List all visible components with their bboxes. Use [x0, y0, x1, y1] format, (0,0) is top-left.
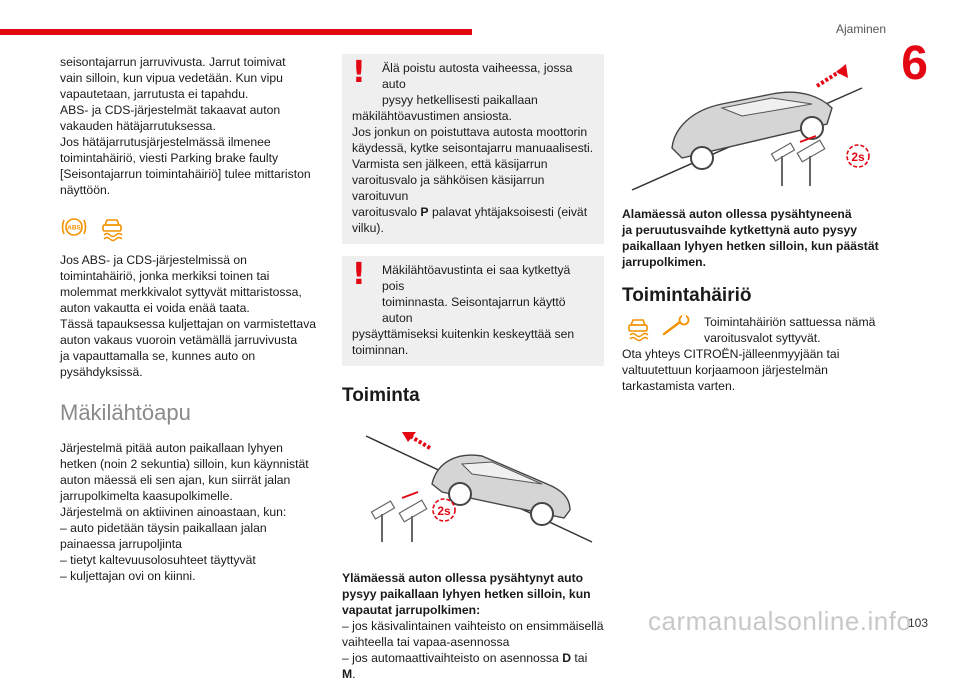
- wrench-icon: [658, 314, 696, 340]
- paragraph-hill-start-description: Järjestelmä pitää auton paikallaan lyhyen hetken (noin 2 sekuntia) silloin, kun käynnistät auton mäessä eli sen ajan, kun siirrät jalan jarrupolkimelta kaasupolkimelle. Järjestelmä on aktiivinen ainoastaan, kun: – auto pidetään täysin paikallaan jalan painaessa jarrupoljinta – tietyt kaltevuusolosuhteet täyttyvät – kuljettajan ovi on kiinni.: [60, 441, 309, 583]
- watermark: carmanualsonline.info: [648, 606, 912, 636]
- warning-1-first-lines: Älä poistu autosta vaiheessa, jossa auto pysyy hetkellisesti paikallaan: [382, 61, 573, 107]
- warning-box-2: [342, 256, 604, 366]
- chapter-title: Ajaminen: [835, 22, 886, 36]
- gear-m-label: M: [342, 667, 353, 681]
- list-item-automatic-text: – jos automaattivaihteisto on asennossa: [342, 651, 563, 665]
- list-item-manual-gearbox: – jos käsivalintainen vaihteisto on ensimmäisellä vaihteella tai vapaa-asennossa: [342, 619, 604, 649]
- stability-warning-icon: [622, 314, 654, 340]
- abs-icon-label: ABS: [67, 224, 81, 232]
- malfunction-icons: [622, 314, 696, 340]
- malfunction-contact-dealer: Ota yhteys CITROËN-jälleenmyyjään tai valtuutettuun korjaamoon järjestelmän tarkastamista varten.: [622, 347, 840, 393]
- column-3: [622, 48, 884, 394]
- caption-uphill: Ylämäessä auton ollessa pysähtynyt auto pysyy paikallaan lyhyen hetken silloin, kun vapautat jarrupolkimen:: [342, 571, 591, 617]
- caption-downhill: Alamäessä auton ollessa pysähtyneenä ja peruutusvaihde kytkettynä auto pysyy paikallaan lyhyen hetken silloin, kun päästät jarrupolkimen.: [622, 207, 879, 269]
- column-2: [342, 54, 604, 682]
- warning-icons-row: [60, 214, 318, 240]
- malfunction-block: [622, 314, 884, 394]
- list-item-automatic-end: .: [352, 667, 356, 681]
- list-item-automatic-gearbox: [342, 650, 604, 682]
- paragraph-intro: seisontajarrun jarruvivusta. Jarrut toimivat vain silloin, kun vipua vedetään. Kun vipu vapautetaan, jarrutusta ei tapahdu. ABS- ja CDS-järjestelmät takaavat auton vakauden hätäjarrutuksessa. Jos hätäjarrutusjärjestelmässä ilmenee toimintahäiriö, viesti Parking brake faulty [Seisontajarrun toimintahäiriö] tulee mittariston näyttöön.: [60, 55, 311, 197]
- page-number: 103: [907, 616, 928, 630]
- stability-warning-icon: [98, 214, 126, 240]
- column-1: [60, 54, 318, 584]
- timer-2s-label: 2s: [851, 150, 865, 164]
- gear-d-label: D: [562, 651, 572, 665]
- heading-hill-start-assist: Mäkilähtöapu: [60, 400, 191, 425]
- exclamation-icon: !: [352, 257, 366, 292]
- warning-1-p-symbol: P: [420, 205, 429, 219]
- abs-warning-icon: [60, 214, 88, 240]
- malfunction-first-lines: Toimintahäiriön sattuessa nämä varoitusvalot syttyvät.: [704, 315, 876, 345]
- warning-1-body: [352, 108, 594, 236]
- warning-1-text: mäkilähtöavustimen ansiosta. Jos jonkun on poistuttava autosta moottorin käydessä, kytke seisontajarru manuaalisesti. Varmista sen jälkeen, että käsijarrun varoitusvalo ja sähköisen käsijarrun varoituvun varoitusvalo: [352, 109, 594, 219]
- warning-2-body: pysäyttämiseksi kuitenkin keskeyttää sen toiminnan.: [352, 327, 575, 357]
- downhill-illustration: [622, 48, 884, 196]
- heading-malfunction: Toimintahäiriö: [622, 285, 752, 306]
- list-item-automatic-or: tai: [571, 651, 588, 665]
- exclamation-icon: !: [352, 55, 366, 90]
- chapter-number: 6: [901, 37, 928, 90]
- warning-1-tail: palavat yhtäjaksoisesti (eivät vilku).: [352, 205, 588, 235]
- timer-2s-label: 2s: [437, 504, 451, 518]
- warning-box-1: [342, 54, 604, 244]
- uphill-illustration: [342, 414, 604, 564]
- warning-2-first-lines: Mäkilähtöavustinta ei saa kytkettyä pois toiminnasta. Seisontajarrun käyttö auton: [382, 263, 571, 325]
- heading-operation: Toiminta: [342, 385, 420, 406]
- paragraph-abs-cds-fault: Jos ABS- ja CDS-järjestelmissä on toimintahäiriö, jonka merkiksi toinen tai molemmat merkkivalot syttyvät mittaristossa, auton vakautta ei voida enää taata. Tässä tapauksessa kuljettajan on varmistettava auton vakaus vuoroin vetämällä jarruvivusta ja vapauttamalla se, kunnes auto on pysähdyksissä.: [60, 253, 317, 379]
- top-red-bar: [0, 29, 472, 35]
